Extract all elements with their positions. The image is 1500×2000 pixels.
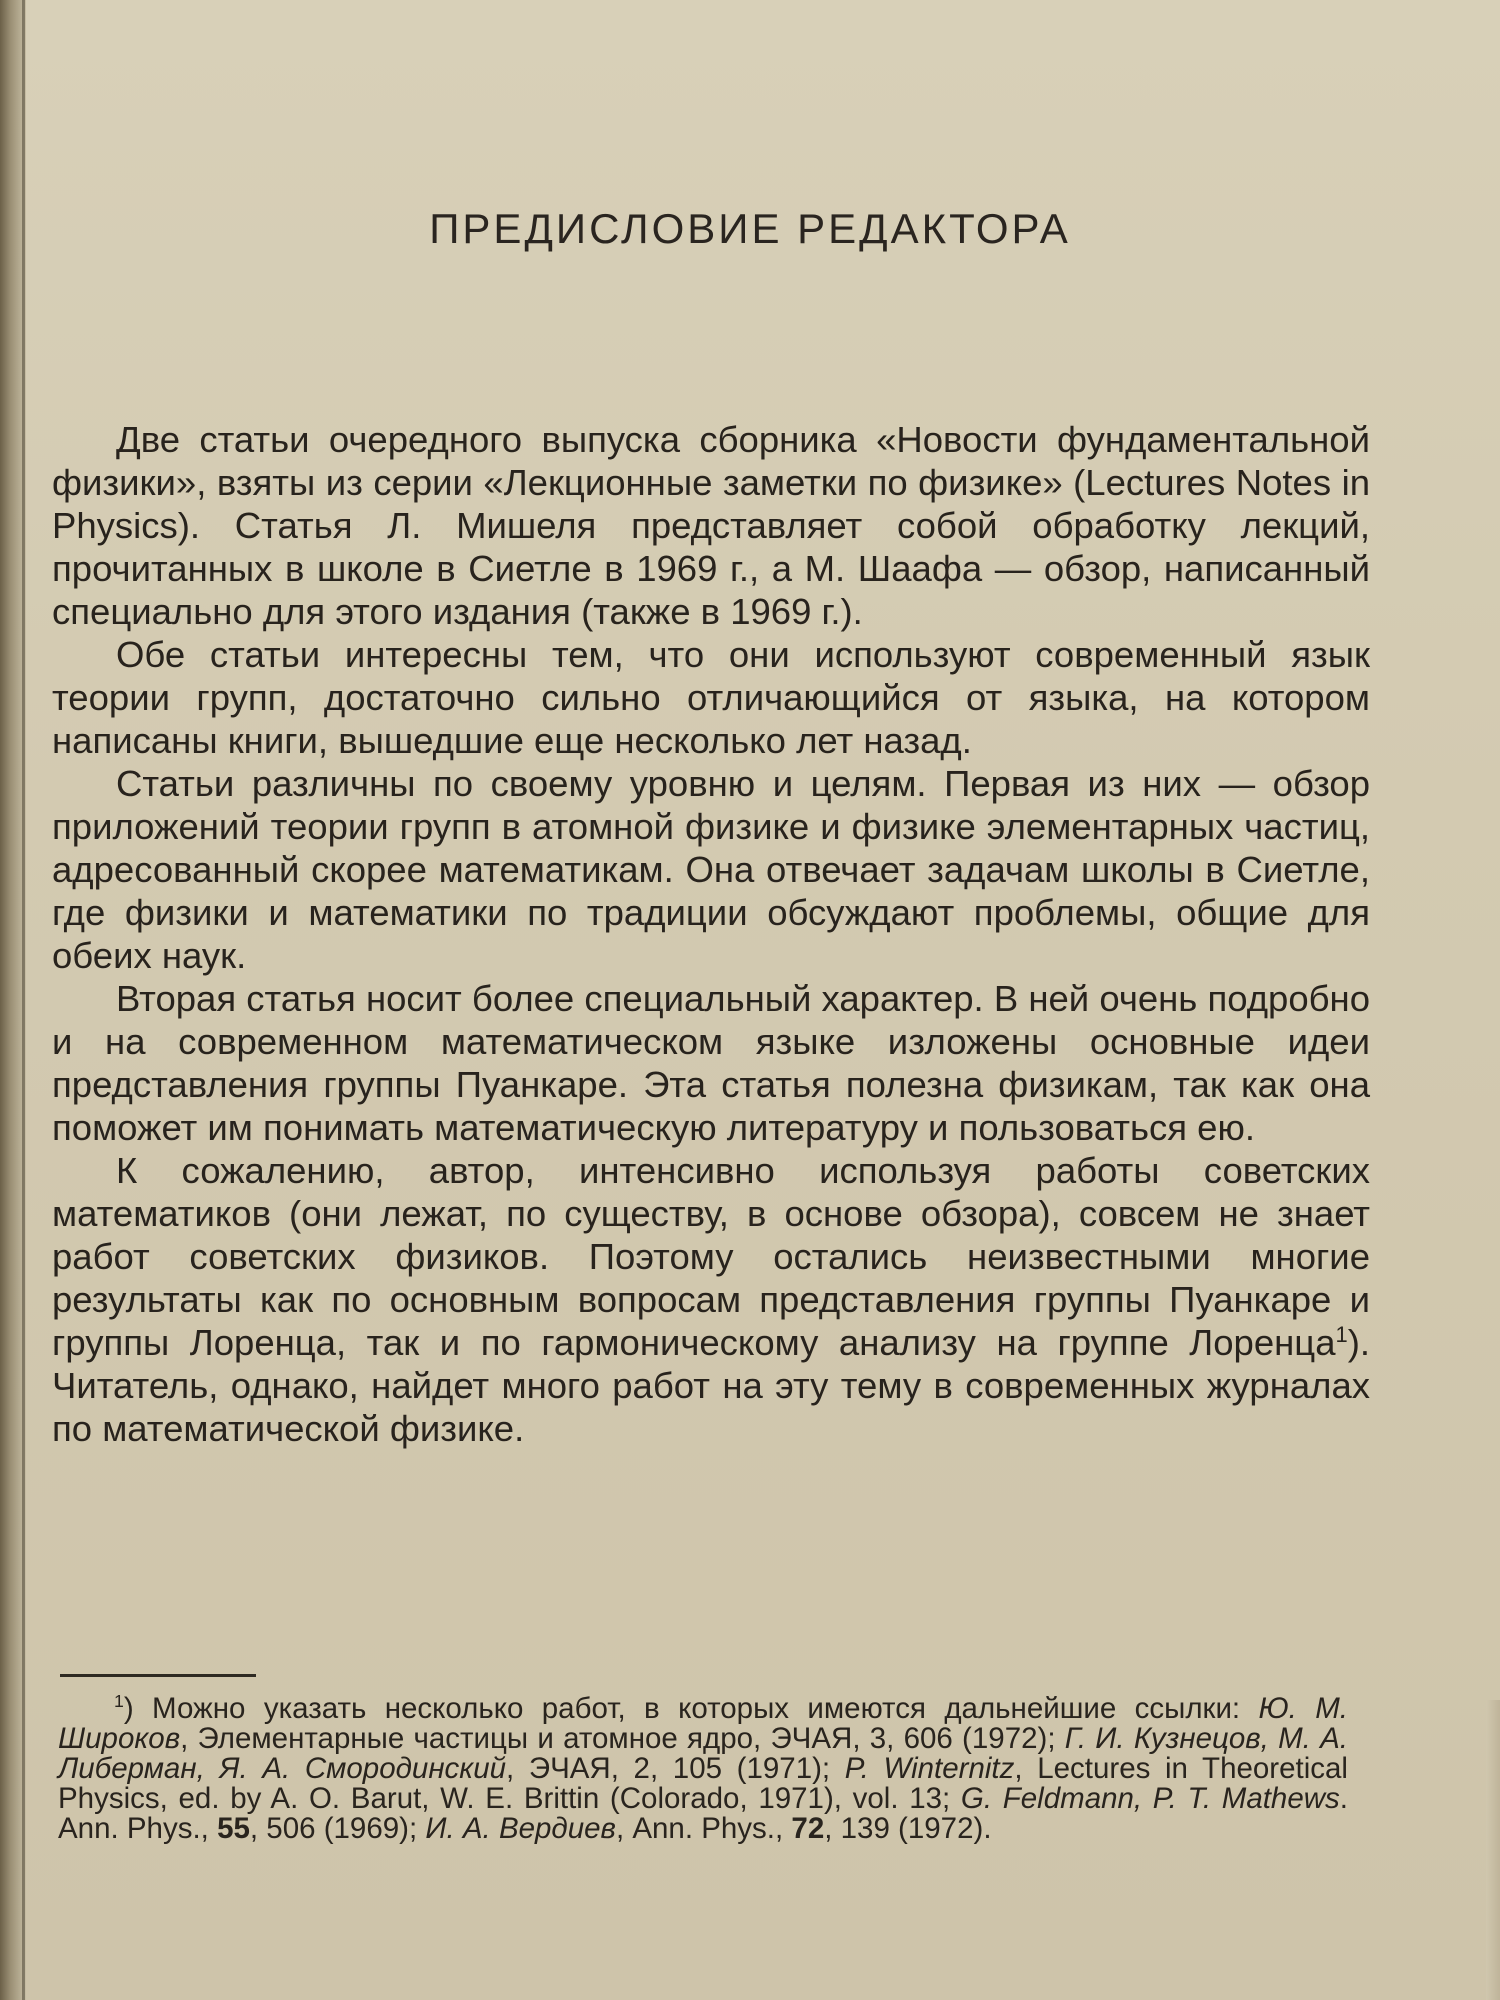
page-title: ПРЕДИСЛОВИЕ РЕДАКТОРА bbox=[429, 205, 1071, 252]
footnote-author-shirokov: Ю. М. Широков bbox=[58, 1692, 1348, 1755]
page-edge bbox=[1486, 1700, 1500, 2000]
footnote-part-9: . Ann. Phys., bbox=[58, 1782, 1348, 1845]
footnote-part-7: , Lectures in Theoretical Physics, ed. by A. O. Barut, W. E. Brittin (Colorado, 1971), vol. 13; bbox=[58, 1752, 1348, 1815]
footnote-author-winternitz: P. Winternitz bbox=[844, 1752, 1015, 1785]
paragraph-1: Две статьи очередного выпуска сборника «Новости фундаментальной физики», взяты из серии «Лекционные заметки по физике» (Lectures Notes in Physics). Статья Л. Мишеля представляет собой обработку лекций, прочитанных в школе в Сиетле в 1969 г., а М. Шаафа — обзор, написанный специально для этого издания (также в 1969 г.). bbox=[52, 419, 1370, 632]
paragraph-2: Обе статьи интересны тем, что они используют современный язык теории групп, достаточно сильно отличающийся от языка, на котором написаны книги, вышедшие еще несколько лет назад. bbox=[52, 634, 1370, 761]
footnote-part-5: , ЭЧАЯ, 2, 105 (1971); bbox=[506, 1752, 845, 1785]
footnote-part-15: , 139 (1972). bbox=[824, 1812, 992, 1845]
binding-line bbox=[22, 0, 25, 2000]
paragraph-5 bbox=[52, 1149, 1370, 1450]
footnote-author-verdiev: И. А. Вердиев bbox=[425, 1812, 616, 1845]
paragraph-5-text-end: ). Читатель, однако, найдет много работ на эту тему в современных журналах по математической физике. bbox=[52, 1322, 1370, 1449]
footnote-part-3: , Элементарные частицы и атомное ядро, ЭЧАЯ, 3, 606 (1972); bbox=[180, 1722, 1065, 1755]
footnote-volume-72: 72 bbox=[791, 1812, 825, 1845]
footnote-volume-55: 55 bbox=[217, 1812, 250, 1845]
footnote-rule bbox=[60, 1674, 256, 1677]
preface-body bbox=[52, 418, 1370, 1450]
footnote-part-1: ) Можно указать несколько работ, в которых имеются дальнейшие ссылки: bbox=[123, 1692, 1259, 1725]
footnote bbox=[58, 1691, 1348, 1845]
footnote-part-11: , 506 (1969); bbox=[249, 1812, 426, 1845]
footnote-mark: 1 bbox=[114, 1691, 124, 1712]
footnote-authors-feldmann: G. Feldmann, P. T. Mathews bbox=[960, 1782, 1340, 1815]
paragraph-4: Вторая статья носит более специальный характер. В ней очень подробно и на современном математическом языке изложены основные идеи представления группы Пуанкаре. Эта статья полезна физикам, так как она поможет им понимать математическую литературу и пользоваться ею. bbox=[52, 978, 1370, 1148]
paragraph-5-text: К сожалению, автор, интенсивно используя работы советских математиков (они лежат, по существу, в основе обзора), совсем не знает работ советских физиков. Поэтому остались неизвестными многие результаты как по основным вопросам представления группы Пуанкаре и группы Лоренца, так и по гармоническому анализу на группе Лоренца bbox=[52, 1150, 1370, 1363]
footnote-part-13: , Ann. Phys., bbox=[615, 1812, 792, 1845]
footnote-reference-mark: 1 bbox=[1335, 1321, 1348, 1347]
footnote-authors-kuznetsov: Г. И. Кузнецов, М. А. Либерман, Я. А. Смородинский bbox=[58, 1722, 1348, 1785]
paragraph-3: Статьи различны по своему уровню и целям. Первая из них — обзор приложений теории групп в атомной физике и физике элементарных частиц, адресованный скорее математикам. Она отвечает задачам школы в Сиетле, где физики и математики по традиции обсуждают проблемы, общие для обеих наук. bbox=[52, 763, 1370, 976]
